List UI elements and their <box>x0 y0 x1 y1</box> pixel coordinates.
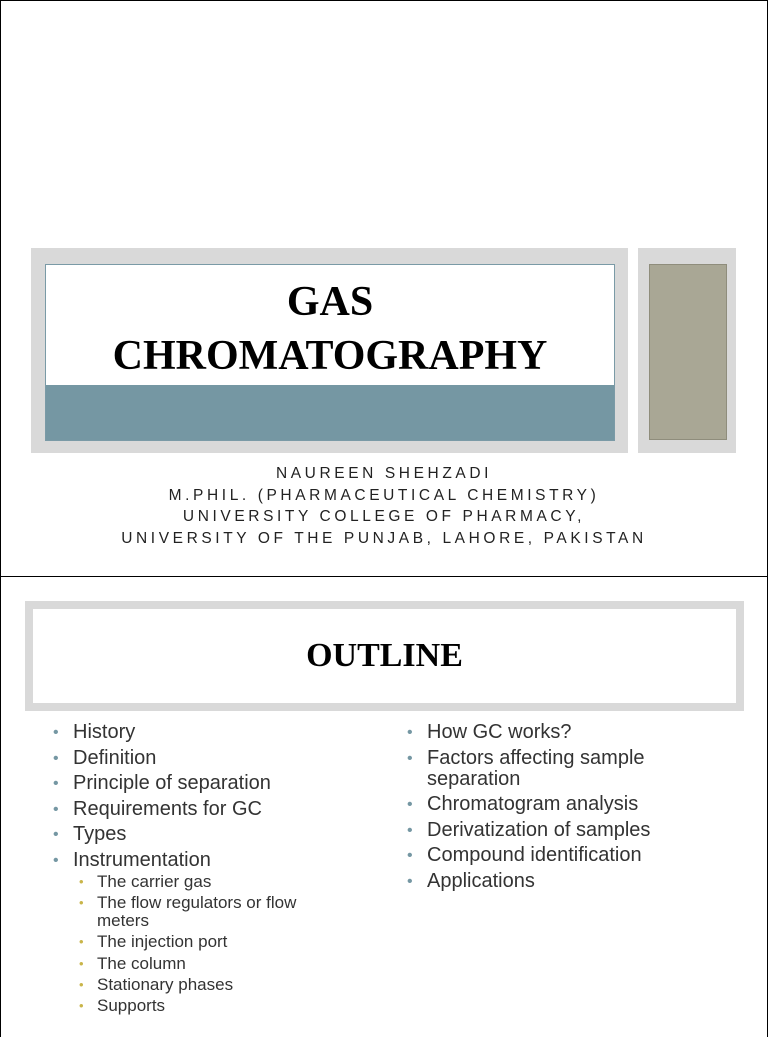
list-item <box>407 820 707 841</box>
bullet-icon: • <box>53 826 59 843</box>
bullet-icon: • <box>53 724 59 741</box>
outline-right-list <box>407 722 707 896</box>
bullet-icon: • <box>53 851 59 869</box>
list-item-label: Factors affecting sample separation <box>427 746 645 790</box>
list-item-label: Instrumentation <box>73 848 211 871</box>
author-university: UNIVERSITY OF THE PUNJAB, LAHORE, PAKISTAN <box>121 529 647 547</box>
bullet-icon: • <box>407 749 413 767</box>
outline-title: OUTLINE <box>306 637 463 674</box>
outline-title-box <box>33 609 736 703</box>
side-decoration-frame <box>638 248 736 453</box>
sub-list-item <box>73 976 353 994</box>
list-item-label: How GC works? <box>427 721 572 743</box>
bullet-icon: • <box>53 775 59 792</box>
list-item <box>407 845 707 866</box>
author-college: UNIVERSITY COLLEGE OF PHARMACY, <box>182 508 586 525</box>
sub-list-item-label: The column <box>97 953 186 973</box>
title-accent-band <box>46 385 614 440</box>
sub-bullet-icon: • <box>79 998 84 1014</box>
list-item <box>53 773 353 794</box>
sub-bullet-icon: • <box>79 977 84 993</box>
list-item <box>53 748 353 769</box>
title-line-2: CHROMATOGRAPHY <box>112 333 548 379</box>
bullet-icon: • <box>407 724 413 741</box>
bullet-icon: • <box>53 800 59 818</box>
sub-bullet-icon: • <box>79 894 84 910</box>
list-item <box>407 722 707 743</box>
sub-list-item <box>73 873 353 891</box>
sub-list-item-label: Supports <box>97 996 166 1016</box>
title-frame <box>31 248 628 453</box>
bullet-icon: • <box>407 847 413 864</box>
title-line-1: GAS <box>286 279 374 325</box>
list-item <box>407 871 707 892</box>
list-item <box>407 748 707 790</box>
presentation-title <box>46 275 614 383</box>
list-item-label: Applications <box>427 869 535 892</box>
list-item <box>53 850 353 1016</box>
outline-slide <box>0 576 768 1037</box>
sub-list-item <box>73 997 353 1015</box>
author-degree: M.PHIL. (PHARMACEUTICAL CHEMISTRY) <box>168 486 600 504</box>
author-info <box>1 463 767 549</box>
bullet-icon: • <box>407 872 413 890</box>
sub-list-item <box>73 894 353 930</box>
instrumentation-sublist <box>73 873 353 1016</box>
sub-bullet-icon: • <box>79 955 84 971</box>
list-item-label: Definition <box>73 746 157 769</box>
outline-title-frame <box>25 601 744 711</box>
sub-list-item-label: Stationary phases <box>97 975 234 995</box>
side-decoration-block <box>649 264 727 440</box>
title-box <box>45 264 615 441</box>
bullet-icon: • <box>53 749 59 767</box>
sub-list-item-label: The flow regulators or flow meters <box>97 892 297 930</box>
sub-list-item <box>73 933 353 951</box>
sub-bullet-icon: • <box>79 934 84 950</box>
list-item-label: Types <box>73 823 127 845</box>
sub-list-item <box>73 955 353 973</box>
list-item-label: Requirements for GC <box>73 797 262 820</box>
list-item <box>53 799 353 820</box>
sub-list-item-label: The injection port <box>97 932 228 952</box>
author-name: NAUREEN SHEHZADI <box>275 465 493 482</box>
list-item-label: Compound identification <box>427 844 642 866</box>
sub-list-item-label: The carrier gas <box>97 871 212 891</box>
bullet-icon: • <box>407 796 413 813</box>
list-item <box>53 722 353 743</box>
list-item <box>407 794 707 815</box>
outline-left-list <box>53 722 353 1020</box>
bullet-icon: • <box>407 821 413 839</box>
list-item-label: Principle of separation <box>73 772 271 794</box>
list-item <box>53 824 353 845</box>
list-item-label: Chromatogram analysis <box>427 793 639 815</box>
list-item-label: Derivatization of samples <box>427 818 651 841</box>
sub-bullet-icon: • <box>79 873 84 889</box>
list-item-label: History <box>73 721 136 743</box>
